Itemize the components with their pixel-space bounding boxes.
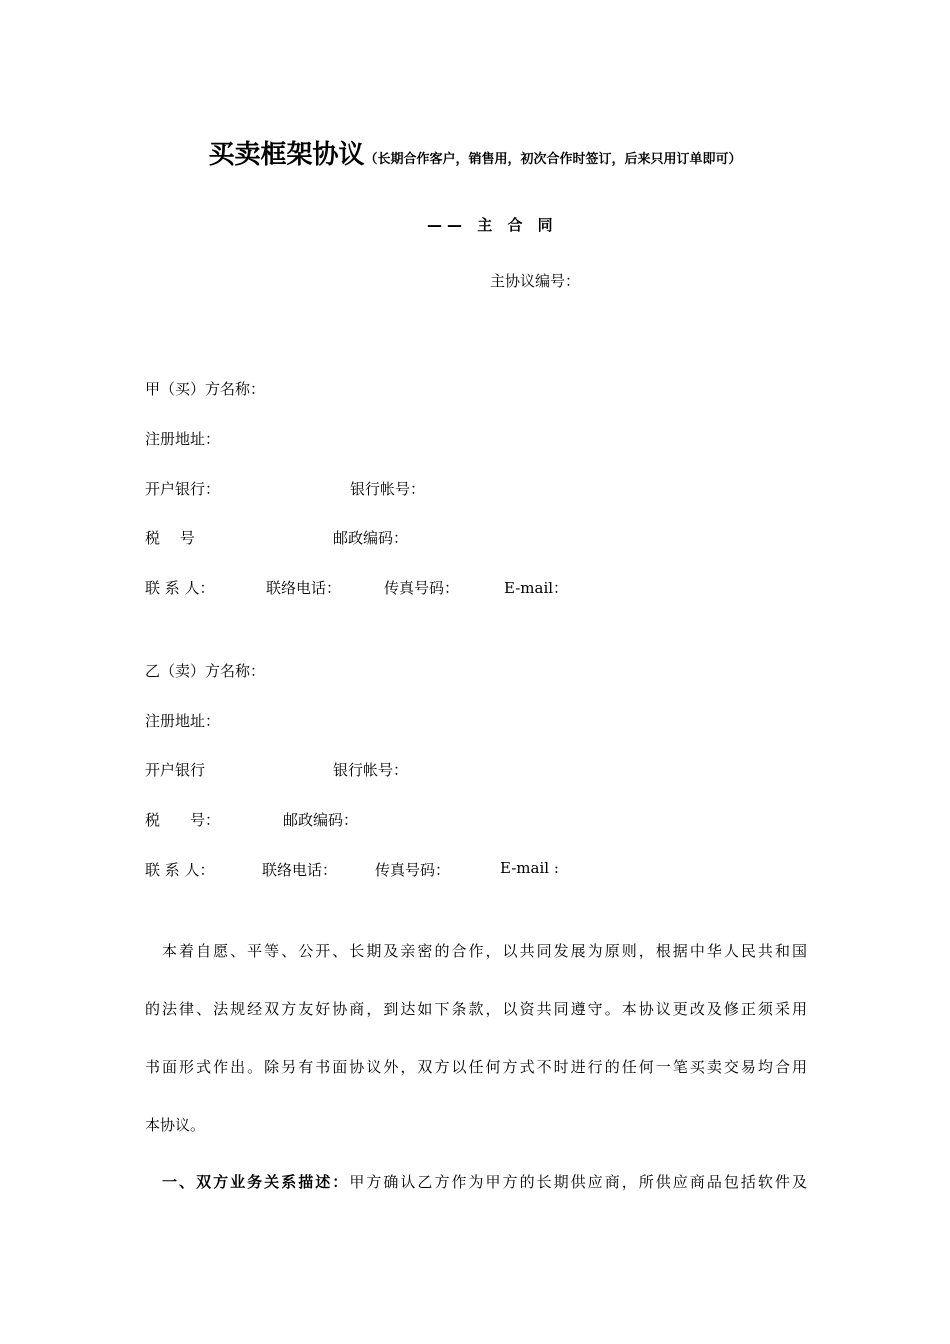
party-b-email-label: E-mail : xyxy=(500,859,559,877)
clause-1-paragraph xyxy=(145,1153,807,1211)
clause-1-heading: 一、双方业务关系描述： xyxy=(145,1173,350,1191)
party-b-tax-label: 税 号： xyxy=(145,811,221,829)
document-title xyxy=(0,134,950,171)
preamble-line: 的法律、法规经双方友好协商，到达如下条款，以资共同遵守。本协议更改及修正须采用 xyxy=(145,1000,807,1018)
clause-1-text: 甲方确认乙方作为甲方的长期供应商，所供应商品包括软件及 xyxy=(349,1173,807,1191)
party-b-phone-label: 联络电话： xyxy=(262,861,338,879)
party-a-postcode-label: 邮政编码： xyxy=(333,529,409,547)
party-a-name-label: 甲（买）方名称： xyxy=(145,380,266,398)
party-b-contact-label: 联 系 人： xyxy=(145,861,215,879)
party-a-fax-label: 传真号码： xyxy=(384,579,460,597)
party-a-email-label: E-mail： xyxy=(504,579,569,597)
party-b-account-label: 银行帐号： xyxy=(333,761,409,779)
agreement-number-label: 主协议编号： xyxy=(490,272,581,290)
party-b-bank-label: 开户银行 xyxy=(145,761,206,779)
party-b-postcode-label: 邮政编码： xyxy=(283,811,359,829)
party-b-name-label: 乙（卖）方名称： xyxy=(145,662,266,680)
party-a-contact-label: 联 系 人： xyxy=(145,579,215,597)
title-note: （长期合作客户，销售用，初次合作时签订，后来只用订单即可） xyxy=(364,152,742,167)
party-a-account-label: 银行帐号： xyxy=(350,480,426,498)
preamble-line: 本着自愿、平等、公开、长期及亲密的合作，以共同发展为原则，根据中华人民共和国 xyxy=(145,942,807,960)
party-a-tax-label: 税 号 xyxy=(145,529,195,547)
party-b-address-label: 注册地址： xyxy=(145,712,221,730)
party-a-address-label: 注册地址： xyxy=(145,430,221,448)
party-b-fax-label: 传真号码： xyxy=(375,861,451,879)
party-a-bank-label: 开户银行： xyxy=(145,480,221,498)
preamble-line: 书面形式作出。除另有书面协议外，双方以任何方式不时进行的任何一笔买卖交易均合用 xyxy=(145,1058,807,1076)
title-main: 买卖框架协议 xyxy=(208,140,365,170)
document-subtitle: —— 主 合 同 xyxy=(427,216,558,234)
party-a-phone-label: 联络电话： xyxy=(266,579,342,597)
clause-1-line xyxy=(145,1153,807,1211)
preamble-line: 本协议。 xyxy=(145,1116,206,1134)
preamble-paragraph xyxy=(145,922,807,1154)
